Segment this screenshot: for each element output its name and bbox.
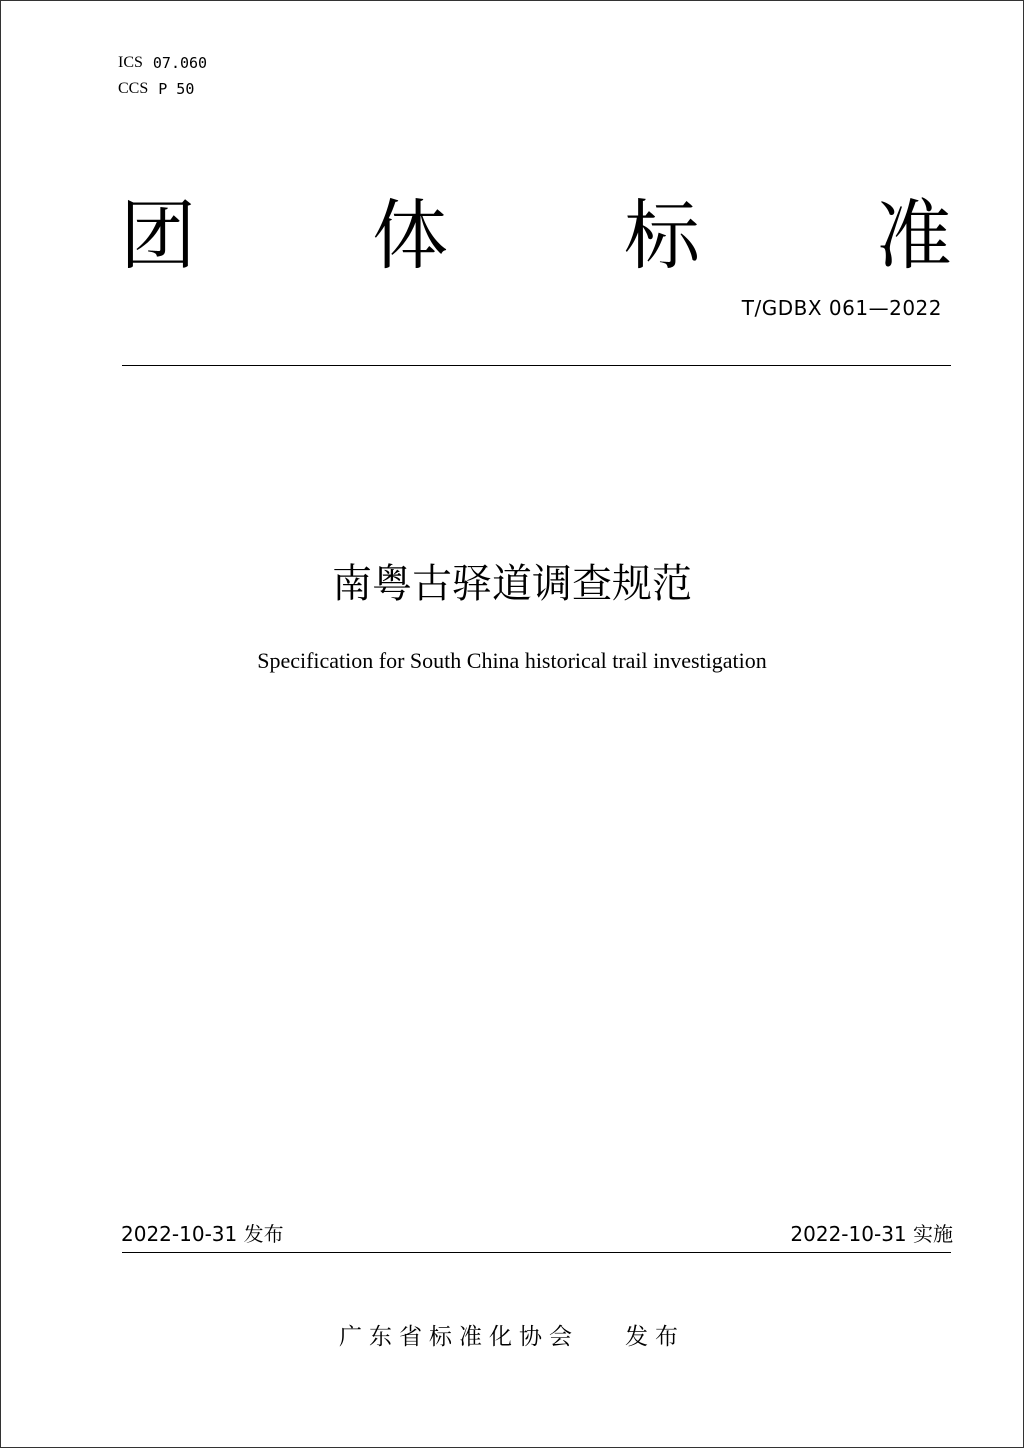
date-row	[121, 1220, 953, 1248]
ccs-line	[118, 76, 207, 102]
ics-code: 07.060	[152, 54, 208, 72]
standard-number: T/GDBX 061—2022	[741, 296, 942, 320]
standard-kind-char: 标	[624, 191, 700, 280]
standard-kind-heading	[120, 190, 952, 282]
standard-kind-char: 体	[372, 191, 448, 280]
ccs-label: CCS	[118, 80, 149, 97]
standard-kind-char: 准	[876, 191, 952, 280]
ics-label: ICS	[118, 54, 143, 71]
standard-kind-char: 团	[120, 191, 196, 280]
publisher-action: 发布	[625, 1324, 685, 1350]
issue-date: 2022-10-31 发布	[121, 1222, 284, 1246]
top-divider	[122, 365, 951, 366]
classification-codes	[118, 50, 207, 102]
publisher-line	[0, 1320, 1024, 1354]
bottom-divider	[122, 1252, 951, 1253]
document-title-en: Specification for South China historical trail investigation	[257, 648, 767, 673]
document-title-cn: 南粤古驿道调查规范	[332, 561, 692, 607]
ccs-code: P 50	[158, 80, 195, 98]
publisher-name: 广东省标准化协会	[339, 1324, 579, 1350]
ics-line	[118, 50, 207, 76]
implementation-date: 2022-10-31 实施	[790, 1222, 953, 1246]
